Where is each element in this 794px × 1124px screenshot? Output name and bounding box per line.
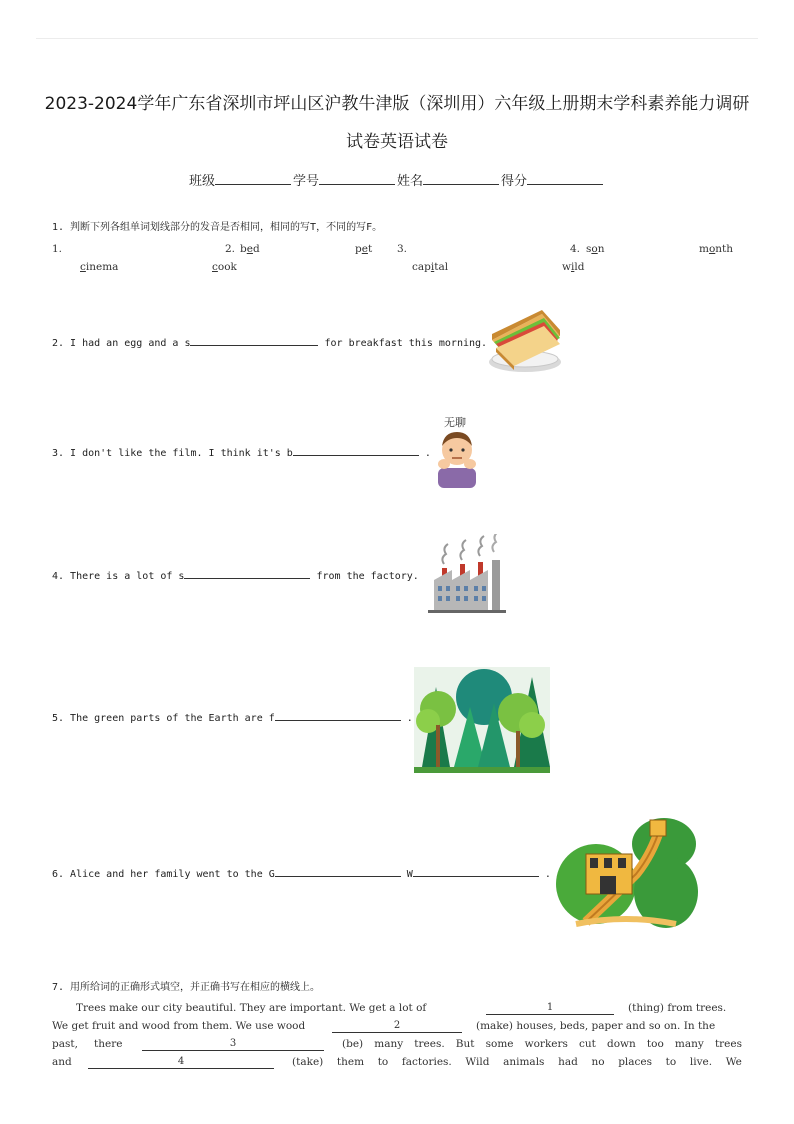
name-field[interactable]	[423, 172, 499, 185]
q1-pair-1-word-b: cook	[212, 261, 237, 273]
question-2	[52, 335, 487, 349]
q7-word: trees	[714, 1038, 742, 1050]
score-label: 得分	[501, 174, 528, 189]
question-6	[52, 866, 551, 880]
q5-answer-blank[interactable]	[275, 710, 401, 721]
question-1-prompt: 1. 判断下列各组单词划线部分的发音是否相同，相同的写T，不同的写F。	[52, 222, 383, 233]
q7-word: many	[374, 1038, 404, 1050]
q6-text-before: 6. Alice and her family went to the G	[52, 869, 275, 880]
q3-text-before: 3. I don't like the film. I think it's b	[52, 448, 293, 459]
great-wall-image	[556, 814, 698, 930]
q7-word: down	[607, 1038, 636, 1050]
q7-blank-4[interactable]: 4	[88, 1056, 274, 1069]
page-top-rule	[36, 38, 758, 39]
q7-blank-3[interactable]: 3	[142, 1038, 324, 1051]
q7-word: many	[674, 1038, 704, 1050]
q7-blank-2[interactable]: 2	[332, 1020, 462, 1033]
q7-word: them	[336, 1056, 365, 1068]
q1-pair-1-word-a: cinema	[80, 261, 119, 273]
forest-image	[414, 667, 550, 773]
q7-blank-1[interactable]: 1	[486, 1002, 614, 1015]
document-title	[40, 88, 754, 158]
q7-word: animals	[503, 1056, 545, 1068]
question-4	[52, 568, 419, 582]
q7-word: too	[646, 1038, 664, 1050]
q7-word: factories.	[401, 1056, 452, 1068]
q7-word: workers	[524, 1038, 568, 1050]
question-7-prompt: 7. 用所给词的正确形式填空，并正确书写在相应的横线上。	[52, 982, 321, 993]
q7-word: places	[618, 1056, 653, 1068]
q7-word: no	[591, 1056, 605, 1068]
class-field[interactable]	[215, 172, 291, 185]
student-info-line	[0, 170, 794, 189]
q7-word: cut	[579, 1038, 596, 1050]
q7-word: We	[725, 1056, 742, 1068]
q1-pair-3-word-a: capital	[412, 261, 449, 273]
q1-pair-2-number: 2.	[225, 243, 236, 255]
number-field[interactable]	[319, 172, 395, 185]
q7-word: Wild	[465, 1056, 490, 1068]
q7-word: trees.	[414, 1038, 445, 1050]
q6-answer-blank-2[interactable]	[413, 866, 539, 877]
q7-word: some	[485, 1038, 514, 1050]
q6-text-after: .	[538, 869, 551, 880]
q7-word: to	[665, 1056, 677, 1068]
q6-text-middle: W	[400, 869, 413, 880]
q2-text-before: 2. I had an egg and a s	[52, 338, 191, 349]
number-label: 学号	[292, 174, 319, 189]
q1-pair-4-word-b: month	[699, 243, 734, 255]
sandwich-image	[486, 310, 564, 374]
q1-pair-3-word-b: wild	[562, 261, 585, 273]
q4-text-before: 4. There is a lot of s	[52, 571, 185, 582]
q1-pair-2-word-a: bed	[240, 243, 260, 255]
q1-pair-2-word-b: pet	[355, 243, 373, 255]
class-label: 班级	[188, 174, 215, 189]
title-line-2: 试卷英语试卷	[346, 132, 448, 152]
q1-pair-4-word-a: son	[586, 243, 605, 255]
q3-answer-blank[interactable]	[293, 445, 419, 456]
q7-word: live.	[689, 1056, 713, 1068]
score-field[interactable]	[527, 172, 603, 185]
q4-text-after: from the factory.	[310, 571, 419, 582]
question-5	[52, 710, 413, 724]
q5-text-after: .	[400, 713, 413, 724]
q6-answer-blank-1[interactable]	[275, 866, 401, 877]
q7-word: But	[455, 1038, 475, 1050]
q7-word: (be)	[342, 1038, 364, 1050]
q4-answer-blank[interactable]	[184, 568, 310, 579]
q2-answer-blank[interactable]	[190, 335, 318, 346]
q3-text-after: .	[418, 448, 431, 459]
question-3	[52, 445, 431, 459]
q5-text-before: 5. The green parts of the Earth are f	[52, 713, 275, 724]
q7-word: had	[558, 1056, 578, 1068]
q7-word: (take)	[292, 1056, 324, 1068]
q2-text-after: for breakfast this morning.	[318, 338, 488, 349]
q7-word: to	[377, 1056, 389, 1068]
bored-boy-image	[432, 426, 482, 488]
q3-picture-caption: 无聊	[444, 416, 466, 429]
q1-pair-3-number: 3.	[397, 243, 408, 255]
q1-pair-1-number: 1.	[52, 243, 63, 255]
title-line-1: 2023-2024学年广东省深圳市坪山区沪教牛津版（深圳用）六年级上册期末学科素养能力调研	[44, 94, 750, 114]
name-label: 姓名	[397, 174, 424, 189]
q1-pair-4-number: 4.	[570, 243, 581, 255]
factory-image	[426, 534, 508, 616]
